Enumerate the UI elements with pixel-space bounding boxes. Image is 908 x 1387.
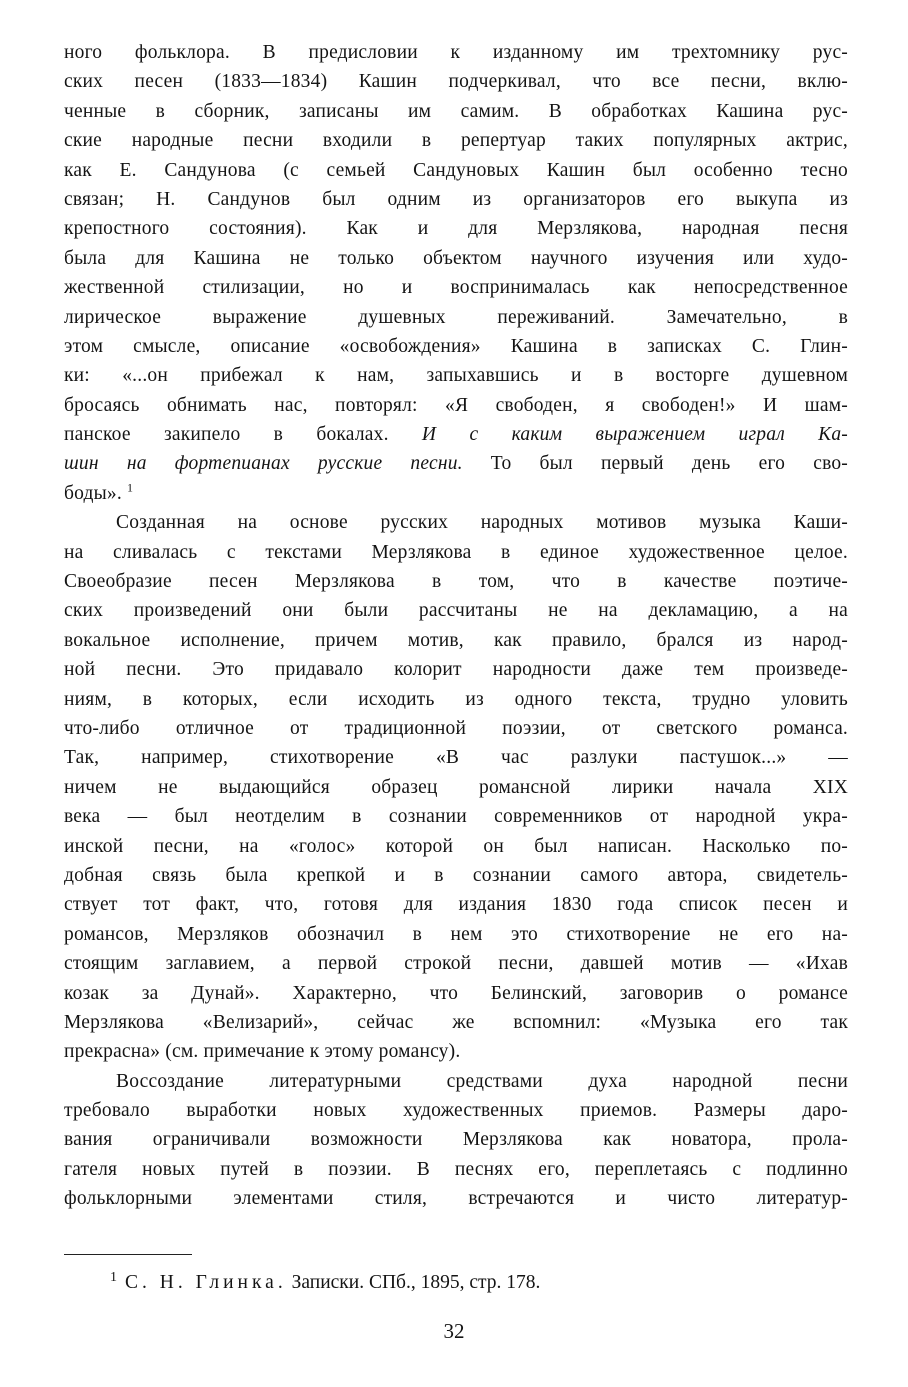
text-line: крепостного состояния). Как и для Мерзлякова, народная песня xyxy=(64,218,848,240)
footnote-mark: 1 xyxy=(110,1269,117,1285)
text-line: ские народные песни входили в репертуар таких популярных актрис, xyxy=(64,130,848,152)
text-line: Созданная на основе русских народных мотивов музыка Каши- xyxy=(116,512,848,534)
text-line: ченные в сборник, записаны им самим. В обработках Кашина рус- xyxy=(64,100,848,122)
text-line: вания ограничивали возможности Мерзлякова как новатора, прола- xyxy=(64,1129,848,1151)
italic-quote: И с каким выражением играл Ка- xyxy=(421,424,848,446)
text-line: ниям, в которых, если исходить из одного текста, трудно уловить xyxy=(64,688,848,710)
text-line: ной песни. Это придавало колорит народности даже тем произведе- xyxy=(64,659,848,681)
footnote-divider xyxy=(64,1254,192,1255)
text-line: века — был неотделим в сознании современников от народной укра- xyxy=(64,806,848,828)
text-line: прекрасна» (см. примечание к этому романсу). xyxy=(64,1041,461,1063)
footnote-author: С. Н. Глинка. xyxy=(125,1272,287,1293)
text-line: требовало выработки новых художественных приемов. Размеры даро- xyxy=(64,1100,848,1122)
text-line: Так, например, стихотворение «В час разлуки пастушок...» — xyxy=(64,747,848,769)
text-line: ного фольклора. В предисловии к изданному им трехтомнику рус- xyxy=(64,42,848,63)
text-line: этом смысле, описание «освобождения» Кашина в записках С. Глин- xyxy=(64,335,848,357)
text-line: добная связь была крепкой и в сознании самого автора, свидетель- xyxy=(64,864,848,886)
text-line: лирическое выражение душевных переживаний. Замечательно, в xyxy=(64,306,848,328)
text-line: ки: «...он прибежал к нам, запыхавшись и в восторге душевном xyxy=(64,365,848,387)
footnote-reference: 1 xyxy=(127,480,134,495)
footnote-text: Записки. СПб., 1895, стр. 178. xyxy=(291,1272,541,1293)
text-line: ствует тот факт, что, готовя для издания 1830 года список песен и xyxy=(64,894,848,916)
text-line: ских произведений они были рассчитаны не на декламацию, а на xyxy=(64,600,848,622)
text-line: гателя новых путей в поэзии. В песнях его, переплетаясь с подлинно xyxy=(64,1158,848,1180)
text-line: ских песен (1833—1834) Кашин подчеркивал, что все песни, вклю- xyxy=(64,71,848,93)
text-line: стоящим заглавием, а первой строкой песни, давшей мотив — «Ихав xyxy=(64,953,848,975)
text-line: что-либо отличное от традиционной поэзии, от светского романса. xyxy=(64,717,848,739)
text-line: фольклорными элементами стиля, встречаются и чисто литератур- xyxy=(64,1188,848,1210)
text-line-mixed xyxy=(64,449,848,478)
text-line: романсов, Мерзляков обозначил в нем это стихотворение не его на- xyxy=(64,923,848,945)
text-line-mixed xyxy=(64,420,848,449)
text-line: ничем не выдающийся образец романсной лирики начала XIX xyxy=(64,776,848,798)
text-line: жественной стилизации, но и воспринималась как непосредственное xyxy=(64,277,848,299)
plain-fragment: панское закипело в бокалах. xyxy=(64,424,422,446)
text-line: бросаясь обнимать нас, повторял: «Я свободен, я свободен!» И шам- xyxy=(64,394,848,416)
plain-fragment: боды». xyxy=(64,482,122,504)
text-line xyxy=(64,479,848,508)
text-line: вокальное исполнение, причем мотив, как правило, брался из народ- xyxy=(64,629,848,651)
text-line: связан; Н. Сандунов был одним из организаторов его выкупа из xyxy=(64,188,848,210)
text-line: как Е. Сандунова (с семьей Сандуновых Кашин был особенно тесно xyxy=(64,159,848,181)
italic-quote: шин на фортепианах русские песни. xyxy=(64,453,463,475)
footnote xyxy=(110,1268,810,1298)
text-line: Воссоздание литературными средствами духа народной песни xyxy=(116,1070,848,1092)
text-line: козак за Дунай». Характерно, что Белинский, заговорив о романсе xyxy=(64,982,848,1004)
text-line: Своеобразие песен Мерзлякова в том, что в качестве поэтиче- xyxy=(64,571,848,593)
main-text xyxy=(64,38,848,1214)
text-line: Мерзлякова «Велизарий», сейчас же вспомнил: «Музыка его так xyxy=(64,1011,848,1033)
text-line: инской песни, на «голос» которой он был написан. Насколько по- xyxy=(64,835,848,857)
text-line: на сливалась с текстами Мерзлякова в единое художественное целое. xyxy=(64,541,848,563)
plain-fragment: То был первый день его сво- xyxy=(462,453,848,475)
page-number: 32 xyxy=(443,1319,465,1343)
text-line: была для Кашина не только объектом научного изучения или худо- xyxy=(64,247,848,269)
